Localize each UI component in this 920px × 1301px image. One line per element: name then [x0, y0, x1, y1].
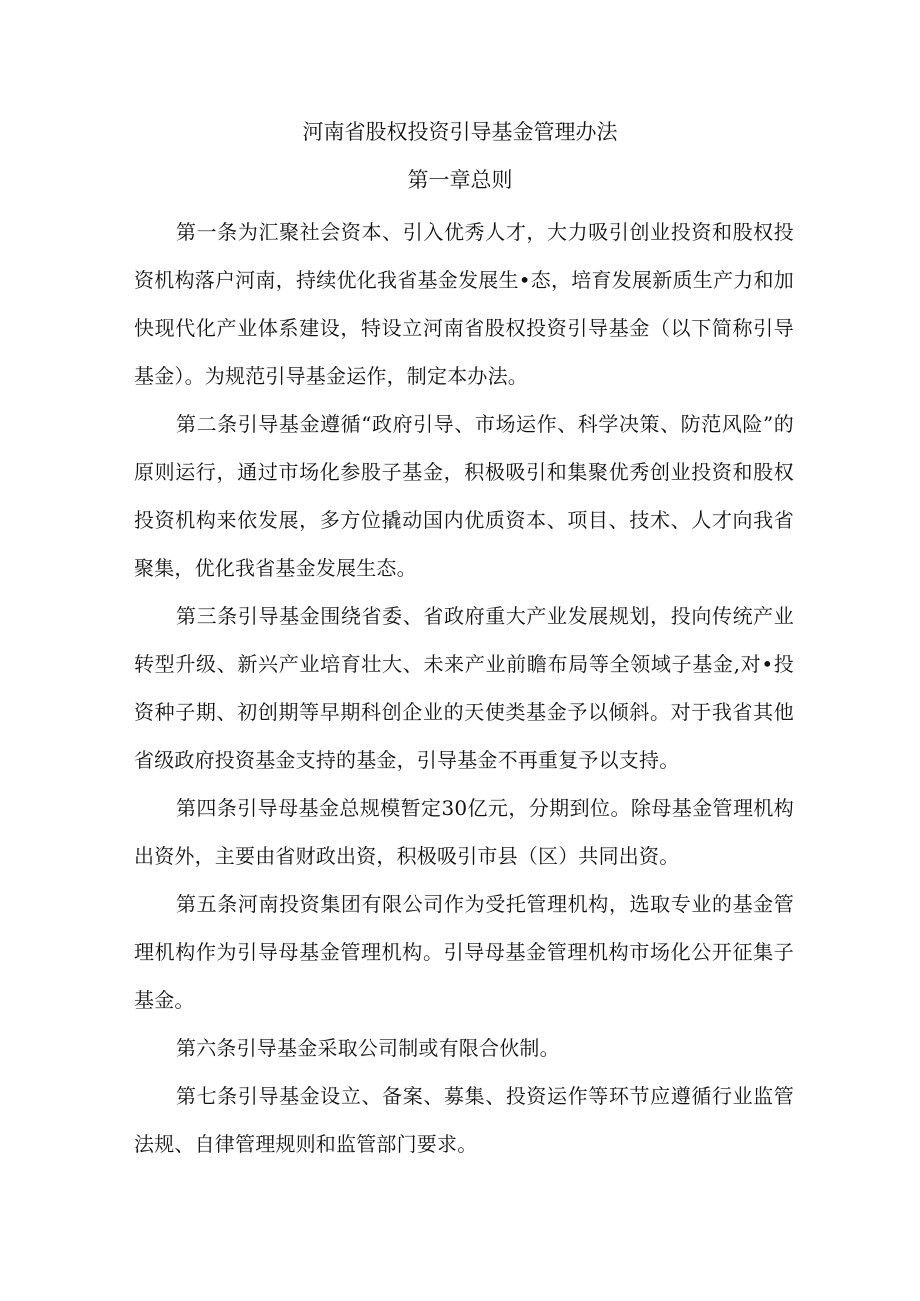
article-5: 第五条河南投资集团有限公司作为受托管理机构，选取专业的基金管理机构作为引导母基金管理机构。引导母基金管理机构市场化公开征集子基金。	[134, 892, 794, 1012]
document-body	[134, 208, 794, 1168]
chapter-title: 第一章总则	[407, 168, 513, 192]
document-title: 河南省股权投资引导基金管理办法	[302, 120, 618, 144]
article-4: 第四条引导母基金总规模暂定30亿元，分期到位。除母基金管理机构出资外，主要由省财政出资，积极吸引市县（区）共同出资。	[134, 796, 794, 868]
article-3: 第三条引导基金围绕省委、省政府重大产业发展规划，投向传统产业转型升级、新兴产业培育壮大、未来产业前瞻布局等全领域子基金,对•投资种子期、初创期等早期科创企业的天使类基金予以倾斜。对于我省其他省级政府投资基金支持的基金，引导基金不再重复予以支持。	[134, 604, 794, 772]
article-7: 第七条引导基金设立、备案、募集、投资运作等环节应遵循行业监管法规、自律管理规则和监管部门要求。	[134, 1084, 794, 1156]
article-6: 第六条引导基金采取公司制或有限合伙制。	[176, 1036, 560, 1060]
article-1: 第一条为汇聚社会资本、引入优秀人才，大力吸引创业投资和股权投资机构落户河南，持续优化我省基金发展生•态，培育发展新质生产力和加快现代化产业体系建设，特设立河南省股权投资引导基金（以下简称引导基金）。为规范引导基金运作，制定本办法。	[134, 220, 794, 388]
article-2: 第二条引导基金遵循“政府引导、市场运作、科学决策、防范风险”的原则运行，通过市场化参股子基金，积极吸引和集聚优秀创业投资和股权投资机构来依发展，多方位撬动国内优质资本、项目、技术、人才向我省聚集，优化我省基金发展生态。	[134, 412, 794, 580]
